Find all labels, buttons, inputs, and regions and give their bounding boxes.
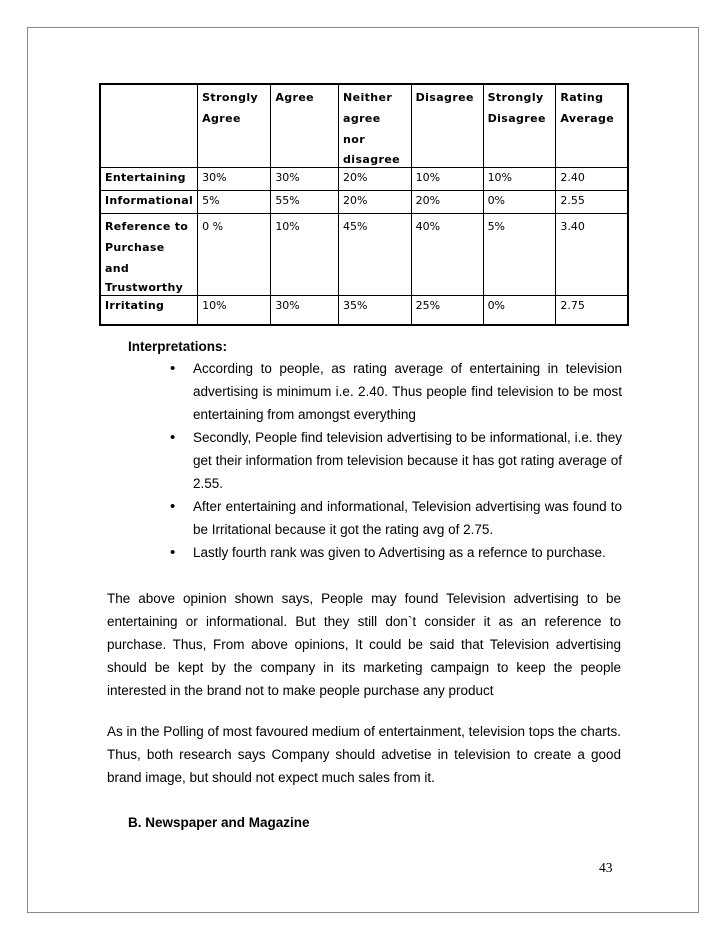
table-cell: 10% [271,214,339,296]
header-cell: Neither agree nor disagree [339,84,412,168]
table-cell: 20% [339,168,412,191]
table-row [100,214,628,296]
table-cell: 45% [339,214,412,296]
list-item: • According to people, as rating average of entertaining in television advertising is minimum i.e. 2.40. Thus people find television to be most entertaining from amongst everything [172,357,622,426]
table-cell: 0 % [198,214,271,296]
interpretations-list [172,357,622,564]
header-cell: Strongly Agree [198,84,271,168]
table-cell: 35% [339,296,412,325]
table-cell: 5% [198,191,271,214]
table-cell: 30% [271,296,339,325]
table-row [100,168,628,191]
table-cell: 5% [483,214,556,296]
table-cell: 55% [271,191,339,214]
list-item: • Lastly fourth rank was given to Advertising as a refernce to purchase. [172,541,622,564]
header-cell: Disagree [411,84,483,168]
table-cell: 30% [198,168,271,191]
table-row [100,296,628,325]
table-cell: 0% [483,296,556,325]
table-cell: 2.75 [556,296,628,325]
table-cell: 20% [339,191,412,214]
table-cell: 40% [411,214,483,296]
table-cell: 2.55 [556,191,628,214]
table-row [100,191,628,214]
table-cell: 0% [483,191,556,214]
header-cell: Strongly Disagree [483,84,556,168]
table-cell: 3.40 [556,214,628,296]
table-cell: 10% [411,168,483,191]
list-item: • After entertaining and informational, Television advertising was found to be Irritational because it got the rating avg of 2.75. [172,495,622,541]
row-label: Irritating [100,296,198,325]
table-cell: 30% [271,168,339,191]
table-cell: 10% [198,296,271,325]
row-label: Informational [100,191,198,214]
table-cell: 2.40 [556,168,628,191]
table-cell: 20% [411,191,483,214]
table-cell: 25% [411,296,483,325]
row-label: Reference to Purchase and Trustworthy [100,214,198,296]
interpretations-title: Interpretations: [128,339,228,354]
header-cell-empty [100,84,198,168]
table-cell: 10% [483,168,556,191]
section-heading: B. Newspaper and Magazine [128,815,310,830]
header-cell: Rating Average [556,84,628,168]
body-paragraph: As in the Polling of most favoured medium of entertainment, television tops the charts. Thus, both research says Company should advetise in television to create a good brand image, but should not expect much sales from it. [107,724,622,785]
list-item: • Secondly, People find television advertising to be informational, i.e. they get their information from television because it has got rating average of 2.55. [172,426,622,495]
row-label: Entertaining [100,168,198,191]
page-number: 43 [599,860,613,875]
survey-table [99,83,629,326]
table-header-row [100,84,628,168]
header-cell: Agree [271,84,339,168]
body-paragraph: The above opinion shown says, People may found Television advertising to be entertaining or informational. But they still don`t consider it as an reference to purchase. Thus, From above opinions, It could be said that Television advertising should be kept by the company in its marketing campaign to keep the people interested in the brand not to make people purchase any product [107,591,621,698]
